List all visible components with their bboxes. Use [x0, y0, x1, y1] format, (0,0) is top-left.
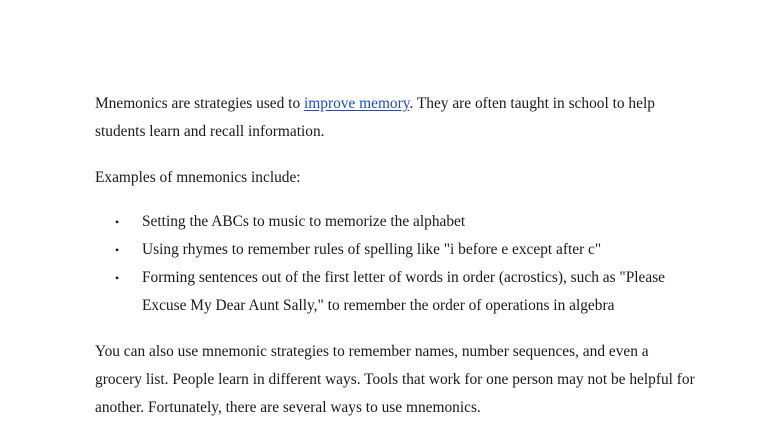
- list-item-text: Forming sentences out of the first letter of words in order (acrostics), such as "Please Excuse My Dear Aunt Sally," to remember the order of operations in algebra: [142, 269, 666, 314]
- bullet-icon: •: [115, 215, 120, 229]
- list-item-text: Using rhymes to remember rules of spelling like "i before e except after c": [142, 241, 602, 258]
- intro-text-end: . They are often taught in school to help students learn and recall information.: [95, 95, 655, 140]
- improve-memory-link[interactable]: improve memory: [304, 95, 410, 112]
- intro-paragraph: [95, 90, 695, 146]
- list-item: [95, 236, 695, 264]
- list-item: [95, 208, 695, 236]
- bullet-icon: •: [115, 271, 120, 285]
- list-item-text: Setting the ABCs to music to memorize the alphabet: [142, 213, 466, 230]
- closing-paragraph: You can also use mnemonic strategies to remember names, number sequences, and even a grocery list. People learn in different ways. Tools that work for one person may not be helpful for another. Fortunately, there are several ways to use mnemonics.: [95, 343, 695, 416]
- examples-heading: Examples of mnemonics include:: [95, 169, 301, 186]
- intro-text-start: Mnemonics are strategies used to: [95, 95, 304, 112]
- bullet-icon: •: [115, 243, 120, 257]
- list-item: [95, 264, 695, 320]
- examples-list: [95, 208, 695, 320]
